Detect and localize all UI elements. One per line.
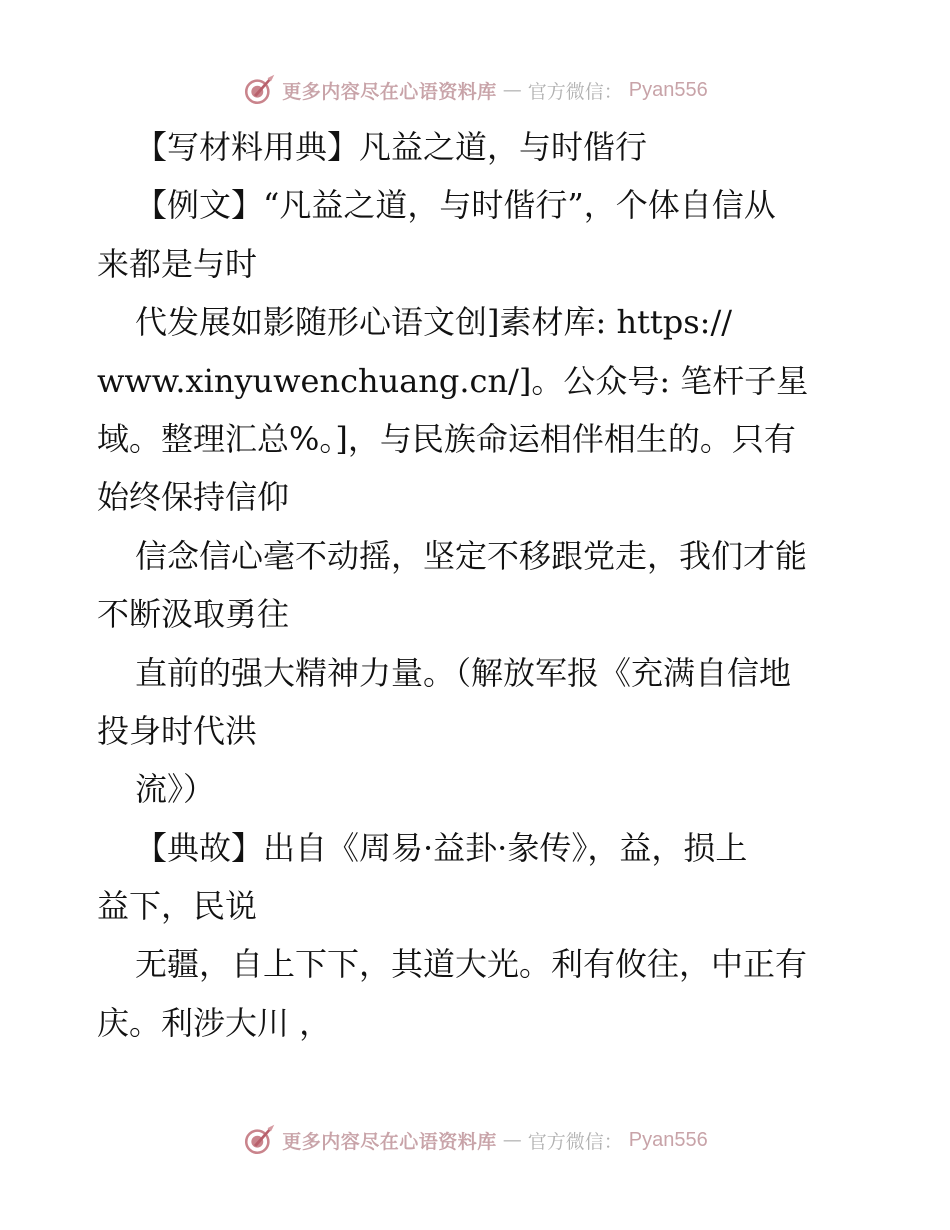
text-line: www.xinyuwenchuang.cn/]。公众号: 笔杆子星 xyxy=(97,361,809,400)
text-line: 不断汲取勇往 xyxy=(97,595,290,634)
document-body xyxy=(97,118,857,1052)
watermark-label: 官方微信： xyxy=(527,80,623,103)
text-line: 投身时代洪 xyxy=(97,711,258,750)
text-line: 代发展如影随形心语文创]素材库: https:// xyxy=(135,303,733,342)
watermark-wechat-id: Pyan556 xyxy=(628,78,708,101)
text-line: 来都是与时 xyxy=(97,244,258,283)
text-line: 【典故】出自《周易·益卦·彖传》，益，损上 xyxy=(135,828,748,867)
watermark-dash: — xyxy=(502,1129,522,1151)
text-line: 无疆，自上下下，其道大光。利有攸往，中正有 xyxy=(135,945,808,984)
quill-logo-icon xyxy=(242,73,276,107)
text-line: 直前的强大精神力量。（解放军报《充满自信地 xyxy=(135,653,792,692)
watermark-label: 官方微信： xyxy=(527,1130,623,1153)
text-line: 益下，民说 xyxy=(97,887,258,926)
text-line: 信念信心毫不动摇，坚定不移跟党走，我们才能 xyxy=(135,536,808,575)
watermark-text: 更多内容尽在心语资料库 xyxy=(282,1130,497,1153)
text-line: 域。整理汇总%。]，与民族命运相伴相生的。只有 xyxy=(97,419,796,458)
watermark-text: 更多内容尽在心语资料库 xyxy=(282,80,497,103)
text-line: 流》） xyxy=(135,770,216,809)
watermark-wechat-id: Pyan556 xyxy=(628,1128,708,1151)
footer-watermark xyxy=(0,1120,950,1160)
quill-logo-icon xyxy=(242,1123,276,1157)
header-watermark xyxy=(0,70,950,110)
watermark-dash: — xyxy=(502,79,522,101)
text-line: 始终保持信仰 xyxy=(97,478,290,517)
text-line: 【写材料用典】凡益之道，与时偕行 xyxy=(135,128,648,166)
text-line: 【例文】“凡益之道，与时偕行”，个体自信从 xyxy=(135,186,776,225)
text-line: 庆。利涉大川 ， xyxy=(97,1003,332,1042)
